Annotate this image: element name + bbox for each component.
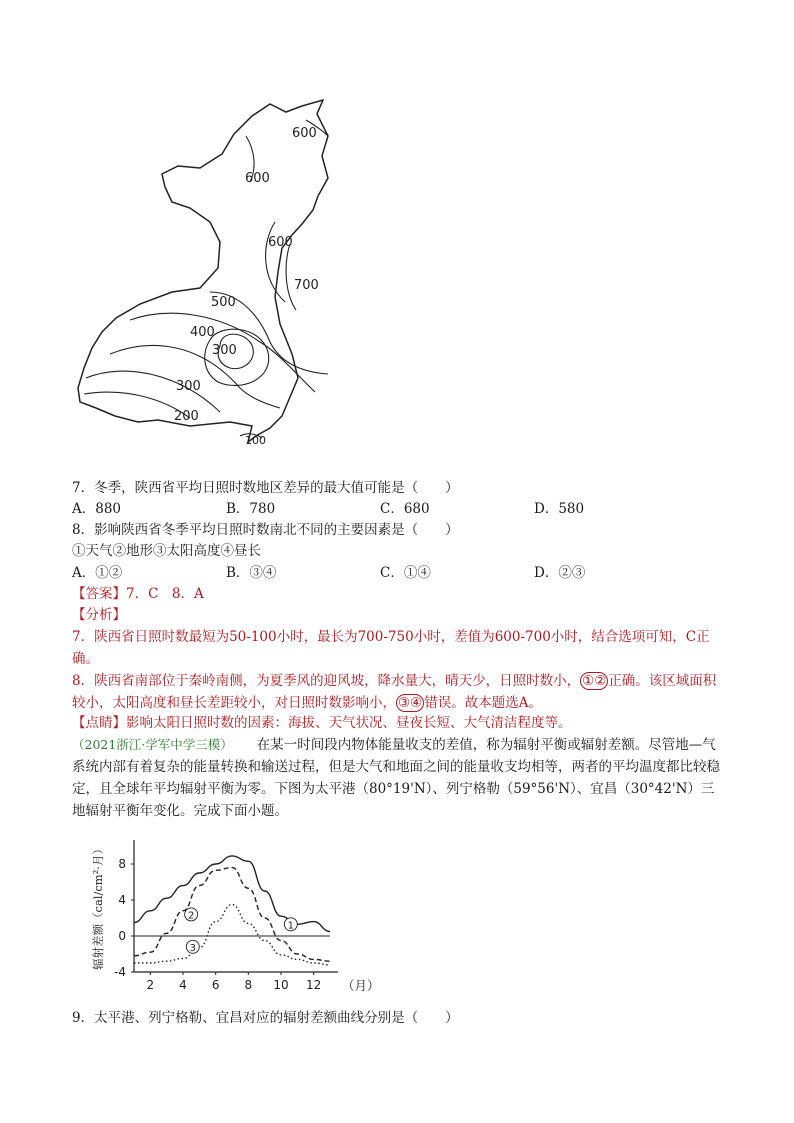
q8-option-d: D．②③ — [534, 565, 586, 581]
question-7-stem: 7．冬季，陕西省平均日照时数地区差异的最大值可能是（ ） — [72, 480, 459, 496]
x-tick-label: 8 — [244, 978, 253, 992]
y-tick-label: -4 — [114, 965, 126, 979]
q7-option-c: C．680 — [380, 501, 430, 517]
analysis-tag: 【分析】 — [72, 607, 126, 623]
series-label-2: 2 — [187, 910, 195, 922]
x-tick-label: 2 — [146, 978, 155, 992]
isoline-label: 600 — [292, 126, 317, 141]
q8-option-a: A．①② — [72, 565, 123, 581]
radiation-balance-chart — [82, 832, 380, 1002]
q8-option-b: B．③④ — [226, 565, 277, 581]
tip-line — [72, 713, 572, 733]
analysis-8-marked: ①② — [582, 673, 607, 689]
analysis-7: 7．陕西省日照时数最短为50-100小时，最长为700-750小时，差值为600-700小时，结合选项可知，C正确。 — [72, 629, 710, 667]
x-tick-label: 6 — [211, 978, 220, 992]
q7-option-d: D．580 — [534, 501, 585, 517]
q7-option-b: B．780 — [226, 501, 276, 517]
question-8-sub: ①天气②地形③太阳高度④昼长 — [72, 543, 261, 559]
x-tick-label: 10 — [273, 978, 289, 992]
analysis-8 — [72, 670, 722, 714]
answer-text: 7．C 8．A — [126, 586, 204, 602]
isoline-label: 100 — [245, 434, 266, 447]
q8-option-c: C．①④ — [380, 565, 431, 581]
series-label-3: 3 — [189, 942, 196, 954]
shaanxi-isoline-map — [70, 92, 340, 452]
analysis-8-marked: ③④ — [398, 695, 423, 711]
series-line-3 — [134, 905, 330, 965]
x-tick-label: 12 — [306, 978, 322, 992]
analysis-8-part: 错误。故本题选A。 — [424, 695, 542, 711]
question-9-stem: 9．太平港、列宁格勒、宜昌对应的辐射差额曲线分别是（ ） — [72, 1010, 459, 1026]
isoline-label: 600 — [268, 235, 293, 250]
analysis-8-part: 正确。该区域面积较小，太阳高度和昼长差距较小，对日照时数影响小， — [72, 673, 717, 711]
isoline-label: 300 — [212, 343, 237, 358]
question-8-stem: 8．影响陕西省冬季平均日照时数南北不同的主要因素是（ ） — [72, 522, 459, 538]
isoline-label: 700 — [294, 278, 319, 293]
isoline-label: 500 — [211, 295, 236, 310]
y-tick-label: 4 — [118, 893, 126, 907]
y-tick-label: 0 — [118, 929, 126, 943]
isoline-label: 200 — [174, 409, 199, 424]
intro-source: （2021浙江·学军中学三模） — [72, 737, 233, 752]
isoline-label: 400 — [190, 325, 215, 340]
intro-paragraph — [72, 734, 722, 822]
q7-option-a: A．880 — [72, 501, 122, 517]
province-outline — [78, 100, 328, 442]
y-tick-label: 8 — [118, 857, 126, 871]
series-line-2 — [134, 868, 330, 962]
tip-tag: 【点睛】 — [72, 715, 126, 731]
intro-text: 在某一时间段内物体能量收支的差值，称为辐射平衡或辐射差额。尽管地—气系统内部有着复杂的能量转换和输送过程，但是大气和地面之间的能量收支均相等，两者的平均温度都比较稳定，且全球年平均辐射平衡为零。下图为太平港（80°19'N）、列宁格勒（59°56'N）、宜昌（30°42'N）三地辐射平衡年变化。完成下面小题。 — [72, 737, 720, 819]
x-tick-label: 4 — [179, 978, 187, 992]
answer-line — [72, 584, 204, 604]
series-label-1: 1 — [287, 920, 294, 932]
y-axis-label: 辐射差额（cal/cm²·月） — [91, 843, 105, 970]
tip-text: 影响太阳日照时数的因素：海拔、天气状况、昼夜长短、大气清洁程度等。 — [126, 715, 572, 731]
analysis-8-part: 8．陕西省南部位于秦岭南侧，为夏季风的迎风坡，降水量大，晴天少，日照时数小， — [72, 673, 581, 689]
x-axis-label: （月） — [342, 978, 380, 993]
isoline-label: 300 — [176, 379, 201, 394]
answer-tag: 【答案】 — [72, 586, 126, 602]
isoline-label: 600 — [245, 171, 270, 186]
